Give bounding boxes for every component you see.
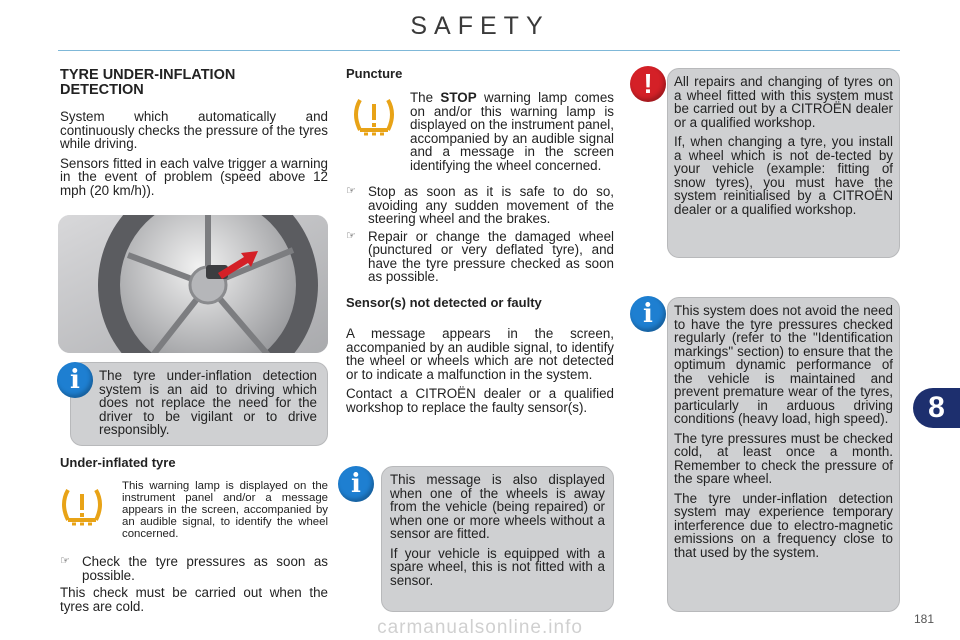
info-box-right: This system does not avoid the need to have the tyre pressures checked regularly (refer to the "Identification markings" section) to ensure that the optimum dynamic performance of the vehicle is maintained and prevent premature wear of the tyres, particularly in arduous driving conditions (heavy load, high speed). The tyre pressures must be checked cold, at least once a month. Remember to check the pressure of the spare wheel. The tyre under-inflation detection system may experience temporary interference due to electro-magnetic emissions on a frequency close to that used by the system. (667, 297, 900, 612)
left-column (60, 68, 328, 197)
pointing-hand-icon: ☞ (346, 229, 356, 242)
under-inflated-heading: Under-inflated tyre (60, 455, 176, 470)
info-box-middle: This message is also displayed when one of the wheels is away from the vehicle (being repaired) or when one or more wheels without a sensor are fitted. If your vehicle is equipped with a spare wheel, this is not fitted with a sensor. (381, 466, 614, 612)
list-item: ☞ Stop as soon as it is safe to do so, avoiding any sudden movement of the steering wheel and the brakes. (346, 184, 614, 226)
pointing-hand-icon: ☞ (346, 185, 356, 197)
pointing-hand-icon: ☞ (60, 555, 70, 567)
list-item: ☞ Check the tyre pressures as soon as possible. (60, 554, 328, 583)
sensor-heading: Sensor(s) not detected or faulty (346, 295, 542, 310)
list-item: ☞ Repair or change the damaged wheel (punctured or very deflated tyre), and have the tyre pressure checked as soon as possible. (346, 228, 614, 284)
puncture-text: The STOP warning lamp comes on and/or this warning lamp is displayed on the instrument panel, accompanied by an audible signal and a message in the screen identifying the wheel concerned. (410, 90, 614, 173)
cold-check-paragraph: This check must be carried out when the tyres are cold. (60, 585, 328, 614)
puncture-heading: Puncture (346, 66, 403, 81)
info-box-left: The tyre under-inflation detection system is an aid to driving which does not replace the need for the driver to be vigilant or to drive responsibly. (70, 362, 328, 446)
left-lower (60, 456, 328, 470)
page-title: SAFETY (410, 12, 550, 40)
chapter-tab: 8 (913, 388, 960, 428)
wheel-photo (58, 215, 328, 353)
intro-paragraph: System which automatically and continuously checks the pressure of the tyres while driving. (60, 109, 328, 151)
header-rule (58, 50, 900, 51)
under-inflated-text: This warning lamp is displayed on the instrument panel and/or a message appears in the screen, accompanied by an audible signal, to identify the wheel concerned. (122, 480, 328, 540)
sensor-section (346, 296, 614, 414)
wheel-illustration (58, 215, 328, 353)
sensor-paragraph-1: A message appears in the screen, accompanied by an audible signal, to identify the wheel or wheels which are not detected or to indicate a malfunction in the system. (346, 326, 614, 382)
tyre-pressure-warning-icon (350, 96, 398, 140)
tyre-pressure-warning-icon (58, 486, 106, 528)
page-number: 181 (914, 612, 935, 626)
warning-box-right: All repairs and changing of tyres on a wheel fitted with this system must be carried out by a CITROËN dealer or a qualified workshop. If, when changing a tyre, you install a wheel which is not de-tected by your vehicle (example: fitting of snow tyres), you must have the system reinitialised by a CITROËN dealer or a qualified workshop. (667, 68, 900, 258)
info-icon: i (338, 466, 374, 502)
exclamation-icon: ! (630, 66, 666, 102)
puncture-steps (346, 185, 614, 284)
left-bottom (60, 555, 328, 613)
info-icon: i (57, 362, 93, 398)
sensor-paragraph: Sensors fitted in each valve trigger a warning in the event of problem (speed above 12 mph (20 km/h)). (60, 155, 328, 198)
watermark: carmanualsonline.info (377, 617, 583, 638)
middle-column (346, 67, 614, 81)
section-heading: TYRE UNDER-INFLATION DETECTION (60, 67, 236, 98)
sensor-paragraph-2: Contact a CITROËN dealer or a qualified workshop to replace the faulty sensor(s). (346, 386, 614, 415)
info-icon: i (630, 296, 666, 332)
